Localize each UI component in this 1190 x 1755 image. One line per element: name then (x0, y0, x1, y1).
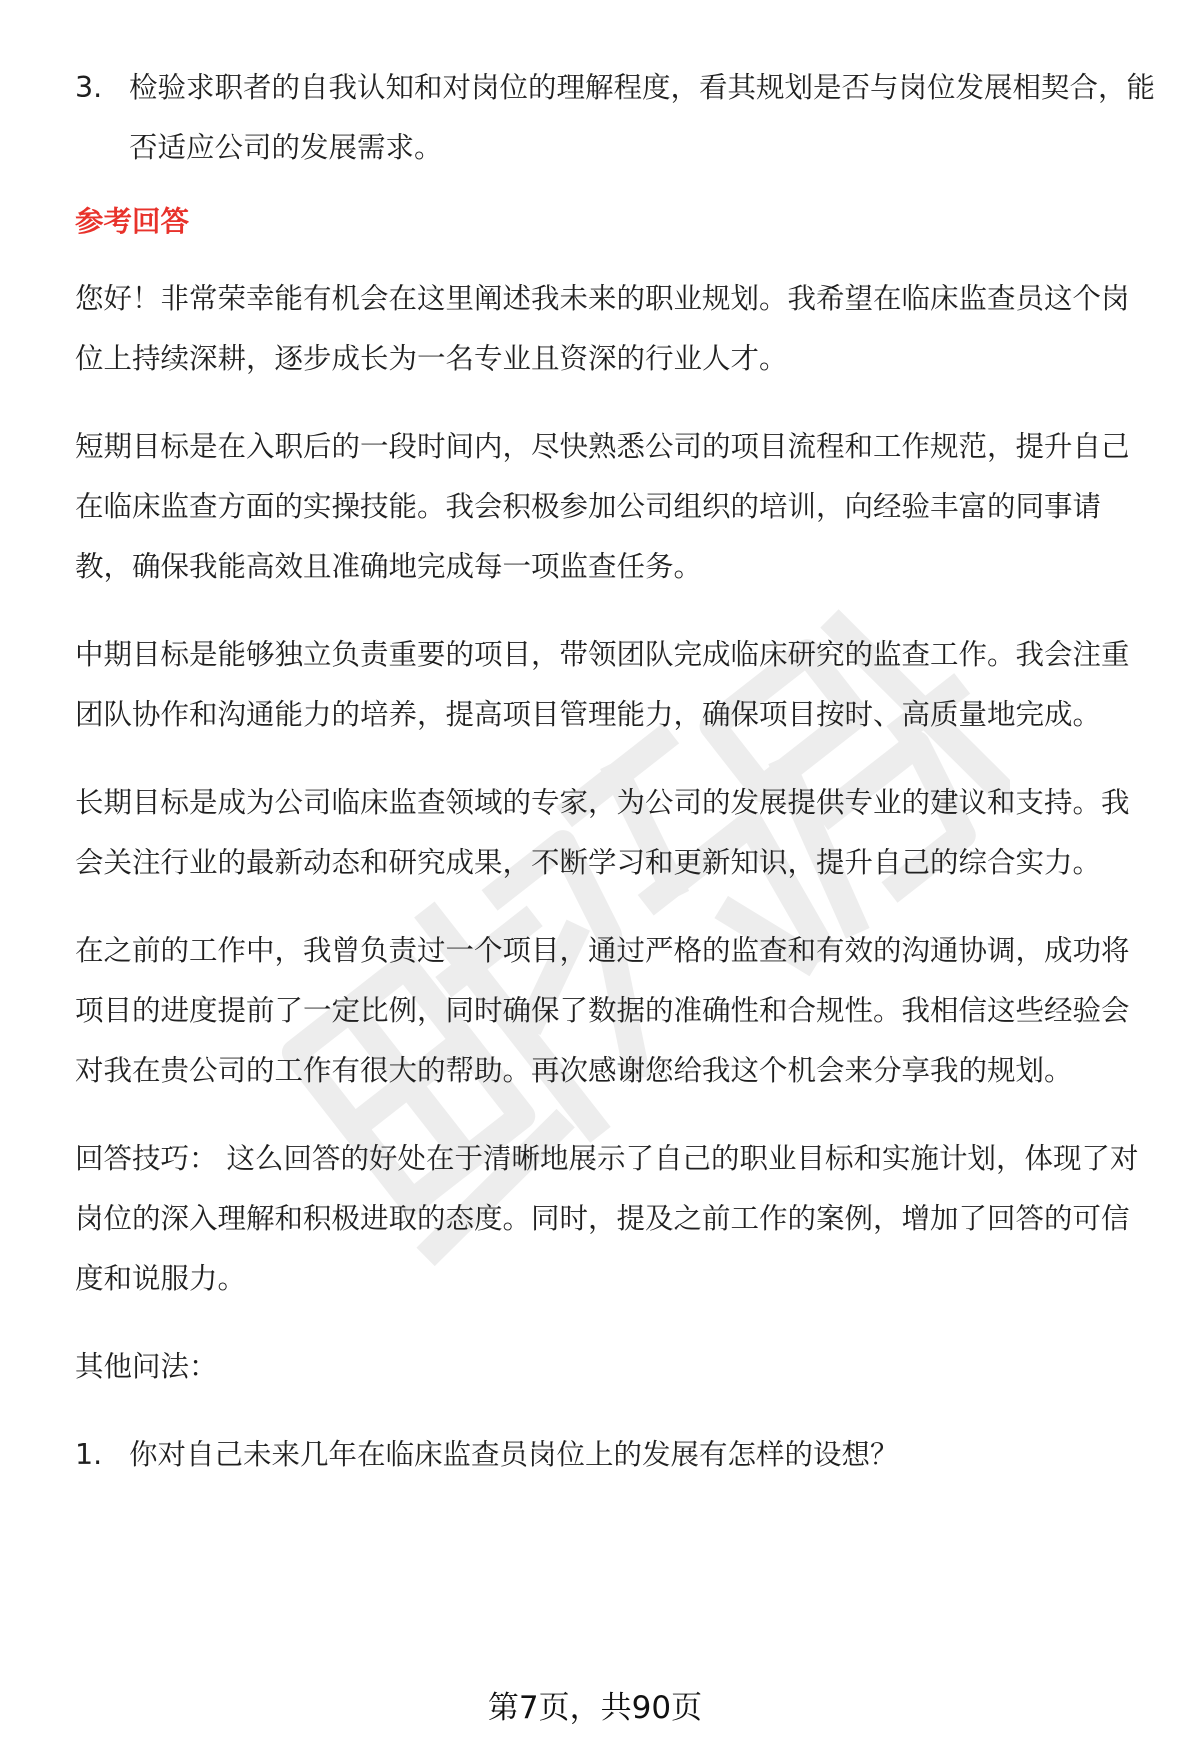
answer-paragraph-4: 长期目标是成为公司临床监查领域的专家，为公司的发展提供专业的建议和支持。我会关注行业的最新动态和研究成果，不断学习和更新知识，提升自己的综合实力。 (75, 786, 1130, 879)
answer-paragraph-2: 短期目标是在入职后的一段时间内，尽快熟悉公司的项目流程和工作规范，提升自己在临床监查方面的实操技能。我会积极参加公司组织的培训，向经验丰富的同事请教，确保我能高效且准确地完成每一项监查任务。 (75, 430, 1130, 583)
section-title: 参考回答 (75, 205, 190, 238)
list-item-top (75, 58, 1155, 178)
list-item-text: 检验求职者的自我认知和对岗位的理解程度，看其规划是否与岗位发展相契合，能否适应公司的发展需求。 (129, 71, 1156, 164)
list-number: 3. (75, 71, 103, 104)
page-footer: 第7页，共90页 (487, 1690, 703, 1726)
list-item-bottom (75, 1425, 1155, 1485)
answer-tips-paragraph: 回答技巧： 这么回答的好处在于清晰地展示了自己的职业目标和实施计划，体现了对岗位的深入理解和积极进取的态度。同时，提及之前工作的案例，增加了回答的可信度和说服力。 (75, 1142, 1139, 1295)
answer-paragraph-1: 您好！非常荣幸能有机会在这里阐述我未来的职业规划。我希望在临床监查员这个岗位上持续深耕，逐步成长为一名专业且资深的行业人才。 (75, 282, 1130, 375)
answer-paragraph-5: 在之前的工作中，我曾负责过一个项目，通过严格的监查和有效的沟通协调，成功将项目的进度提前了一定比例，同时确保了数据的准确性和合规性。我相信这些经验会对我在贵公司的工作有很大的帮助。再次感谢您给我这个机会来分享我的规划。 (75, 934, 1130, 1087)
answer-paragraph-3: 中期目标是能够独立负责重要的项目，带领团队完成临床研究的监查工作。我会注重团队协作和沟通能力的培养，提高项目管理能力，确保项目按时、高质量地完成。 (75, 638, 1130, 731)
other-questions-label: 其他问法： (75, 1350, 218, 1383)
list-number: 1. (75, 1438, 103, 1471)
list-item-text: 你对自己未来几年在临床监查员岗位上的发展有怎样的设想？ (129, 1438, 899, 1471)
document-body (75, 58, 1155, 1485)
